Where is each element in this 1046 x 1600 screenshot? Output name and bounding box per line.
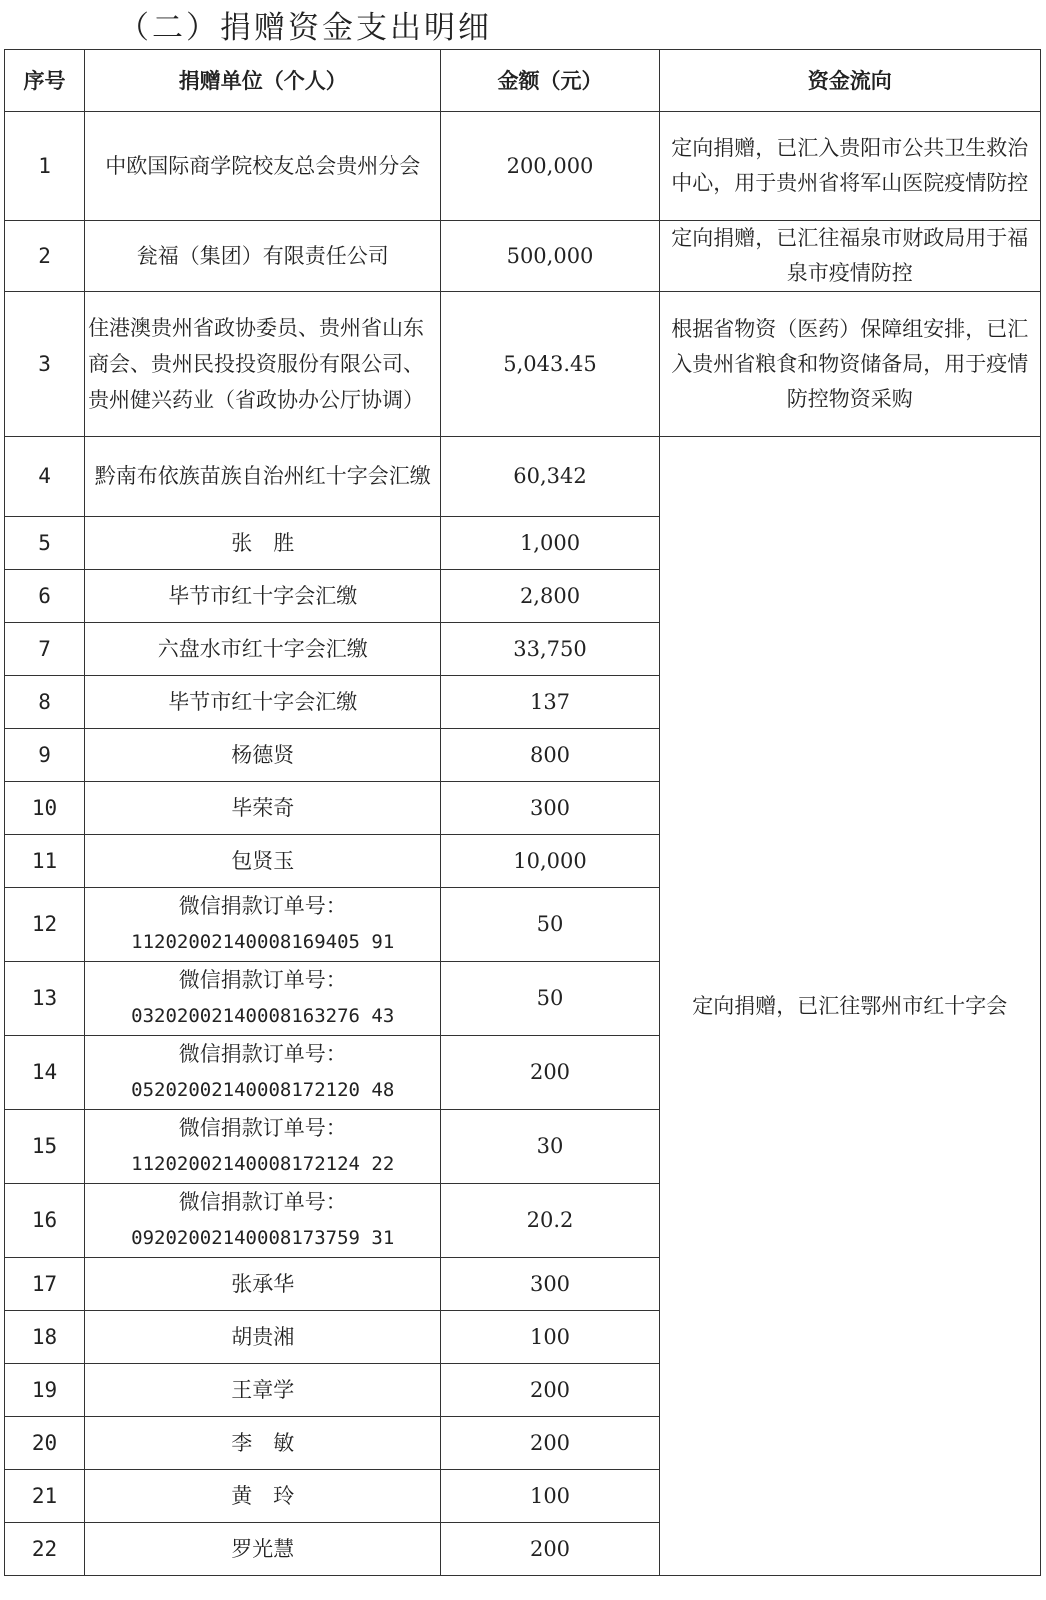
row-donor: 瓮福（集团）有限责任公司 <box>85 221 441 292</box>
row-donor <box>85 1184 441 1258</box>
row-donor: 包贤玉 <box>85 835 441 888</box>
row-no: 21 <box>5 1470 85 1523</box>
row-amount: 100 <box>441 1311 659 1364</box>
row-order-number: 05202002140008172120 48 <box>131 1079 395 1101</box>
row-donor: 毕节市红十字会汇缴 <box>85 676 441 729</box>
row-donor <box>85 1110 441 1184</box>
row-amount: 50 <box>441 962 659 1036</box>
row-donor-label: 微信捐款订单号： <box>178 1116 347 1140</box>
row-donor: 毕荣奇 <box>85 782 441 835</box>
row-donor: 六盘水市红十字会汇缴 <box>85 623 441 676</box>
row-amount: 300 <box>441 782 659 835</box>
row-donor-label: 微信捐款订单号： <box>178 1042 347 1066</box>
row-no: 2 <box>5 221 85 292</box>
row-amount: 5,043.45 <box>441 292 659 437</box>
row-amount: 300 <box>441 1258 659 1311</box>
row-no: 1 <box>5 112 85 221</box>
row-donor-label: 微信捐款订单号： <box>178 1190 347 1214</box>
row-donor: 杨德贤 <box>85 729 441 782</box>
row-donor: 黔南布依族苗族自治州红十字会汇缴 <box>85 437 441 517</box>
row-amount: 33,750 <box>441 623 659 676</box>
donation-table <box>4 49 1041 1576</box>
row-no: 5 <box>5 517 85 570</box>
row-order-number: 03202002140008163276 43 <box>131 1005 395 1027</box>
row-no: 19 <box>5 1364 85 1417</box>
row-no: 12 <box>5 888 85 962</box>
row-amount: 200,000 <box>441 112 659 221</box>
header-amount: 金额（元） <box>441 50 659 112</box>
row-no: 9 <box>5 729 85 782</box>
row-amount: 20.2 <box>441 1184 659 1258</box>
row-flow: 根据省物资（医药）保障组安排，已汇入贵州省粮食和物资储备局，用于疫情防控物资采购 <box>659 292 1040 437</box>
row-amount: 800 <box>441 729 659 782</box>
row-amount: 30 <box>441 1110 659 1184</box>
row-amount: 100 <box>441 1470 659 1523</box>
row-flow: 定向捐赠，已汇往福泉市财政局用于福泉市疫情防控 <box>659 221 1040 292</box>
row-donor: 李 敏 <box>85 1417 441 1470</box>
row-donor: 毕节市红十字会汇缴 <box>85 570 441 623</box>
row-no: 6 <box>5 570 85 623</box>
row-no: 10 <box>5 782 85 835</box>
row-amount: 2,800 <box>441 570 659 623</box>
row-donor: 中欧国际商学院校友总会贵州分会 <box>85 112 441 221</box>
row-amount: 200 <box>441 1523 659 1576</box>
row-amount: 10,000 <box>441 835 659 888</box>
row-donor <box>85 1036 441 1110</box>
row-order-number: 11202002140008172124 22 <box>131 1153 395 1175</box>
row-no: 8 <box>5 676 85 729</box>
row-flow: 定向捐赠，已汇入贵阳市公共卫生救治中心，用于贵州省将军山医院疫情防控 <box>659 112 1040 221</box>
row-no: 13 <box>5 962 85 1036</box>
row-no: 18 <box>5 1311 85 1364</box>
row-amount: 200 <box>441 1364 659 1417</box>
header-flow: 资金流向 <box>659 50 1040 112</box>
row-donor: 张承华 <box>85 1258 441 1311</box>
header-no: 序号 <box>5 50 85 112</box>
row-amount: 200 <box>441 1417 659 1470</box>
merged-flow: 定向捐赠，已汇往鄂州市红十字会 <box>659 437 1040 1576</box>
row-no: 3 <box>5 292 85 437</box>
row-donor <box>85 962 441 1036</box>
row-amount: 200 <box>441 1036 659 1110</box>
row-no: 22 <box>5 1523 85 1576</box>
header-donor: 捐赠单位（个人） <box>85 50 441 112</box>
row-donor: 王章学 <box>85 1364 441 1417</box>
row-no: 4 <box>5 437 85 517</box>
row-donor: 罗光慧 <box>85 1523 441 1576</box>
table-row <box>5 221 1041 292</box>
row-donor: 黄 玲 <box>85 1470 441 1523</box>
table-row <box>5 292 1041 437</box>
row-no: 20 <box>5 1417 85 1470</box>
header-row <box>5 50 1041 112</box>
row-order-number: 09202002140008173759 31 <box>131 1227 395 1249</box>
table-row <box>5 437 1041 517</box>
row-no: 15 <box>5 1110 85 1184</box>
row-donor: 张 胜 <box>85 517 441 570</box>
table-row <box>5 112 1041 221</box>
section-title: （二）捐赠资金支出明细 <box>118 10 492 46</box>
row-no: 16 <box>5 1184 85 1258</box>
row-no: 14 <box>5 1036 85 1110</box>
row-no: 11 <box>5 835 85 888</box>
row-amount: 137 <box>441 676 659 729</box>
row-no: 7 <box>5 623 85 676</box>
row-donor <box>85 888 441 962</box>
row-amount: 1,000 <box>441 517 659 570</box>
row-amount: 50 <box>441 888 659 962</box>
row-amount: 500,000 <box>441 221 659 292</box>
row-no: 17 <box>5 1258 85 1311</box>
row-donor: 胡贵湘 <box>85 1311 441 1364</box>
row-amount: 60,342 <box>441 437 659 517</box>
row-donor-label: 微信捐款订单号： <box>178 894 347 918</box>
row-donor-label: 微信捐款订单号： <box>178 968 347 992</box>
row-donor: 住港澳贵州省政协委员、贵州省山东商会、贵州民投投资服份有限公司、贵州健兴药业（省政协办公厅协调） <box>85 292 441 437</box>
row-order-number: 11202002140008169405 91 <box>131 931 395 953</box>
